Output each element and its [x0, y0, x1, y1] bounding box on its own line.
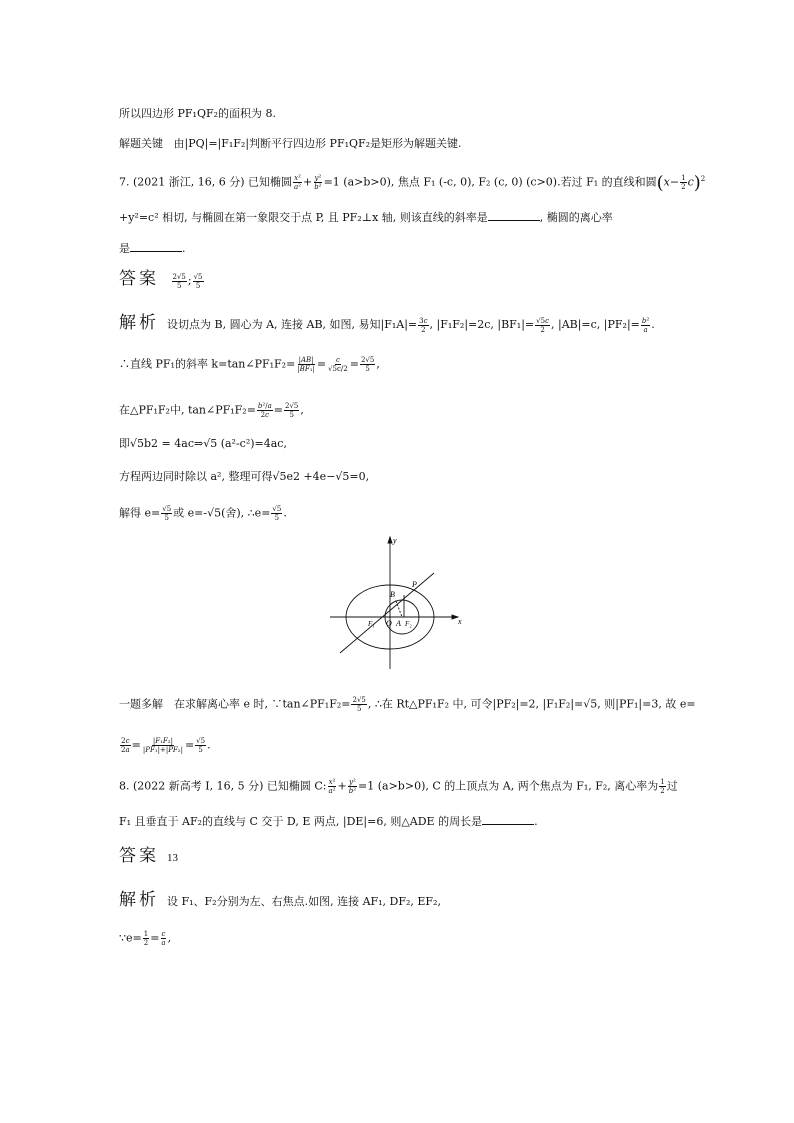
analysis-8-line1: 解析 设 F₁、F₂分别为左、右焦点.如图, 连接 AF₁, DF₂, EF₂,: [119, 890, 441, 910]
fig-label-a: A: [396, 619, 401, 628]
fig-label-f1: F₁: [368, 620, 375, 628]
analysis-7-line5: 方程两边同时除以 a², 整理可得√5e2 +4e−√5=0,: [119, 470, 370, 483]
fig-label-y: y: [393, 536, 397, 545]
answer-blank[interactable]: [488, 210, 540, 221]
analysis-8-line2: ∵e= $\frac{1}{2}$ = $\frac{c}{a}$ ,: [119, 930, 172, 947]
answer-8: 答案 13: [119, 846, 178, 866]
q7-line1: 7. (2021 浙江, 16, 6 分) 已知椭圆 $\frac{\text{x²}}{\text{a²}}$ + $\frac{\text{y²}}{\text{b²}}$ =1 (a>b>0), 焦点 F₁ (-c, 0), F₂ (c, 0) (c>0).若过 F₁ 的直线和圆(x− $\frac{1}{2}$ c)$^2$: [119, 172, 706, 194]
fig-label-f2: F₂: [405, 620, 412, 628]
alt-solution-line1: 一题多解 在求解离心率 e 时, ∵tan∠PF₁F₂= $\frac{2√5}{5}$ , ∴在 Rt△PF₁F₂ 中, 可令|PF₂|=2, |F₁F₂|=√5, 则|PF₁|=3, 故 e=: [119, 696, 696, 713]
fig-label-p: P: [412, 580, 417, 589]
q7-line3: 是 .: [119, 242, 186, 255]
alt-solution-line2: $\frac{2c}{2a}$ = $\frac{\text{|F₁F₂|}}{\text{|PF₁|+|PF₂|}}$ = $\frac{√5}{5}$ .: [121, 737, 211, 754]
line-area: 所以四边形 PF₁QF₂的面积为 8.: [119, 107, 276, 120]
line-key: 解题关键 由|PQ|=|F₁F₂|判断平行四边形 PF₁QF₂是矩形为解题关键.: [119, 137, 462, 150]
analysis-7-line6: 解得 e= $\frac{√5}{5}$ 或 e=-√5(舍), ∴e= $\frac{√5}{5}$ .: [119, 505, 287, 522]
answer-blank[interactable]: [130, 241, 182, 252]
q8-line1: 8. (2022 新高考 Ⅰ, 16, 5 分) 已知椭圆 C: $\frac{\text{x²}}{\text{a²}}$ + $\frac{\text{y²}}{\text{b²}}$ =1 (a>b>0), C 的上顶点为 A, 两个焦点为 F₁, F₂, 离心率为 $\frac{1}{2}$ 过: [119, 778, 678, 795]
q7-line2: +y²=c² 相切, 与椭圆在第一象限交于点 P, 且 PF₂⊥x 轴, 则该直线的斜率是 , 椭圆的离心率: [119, 211, 613, 224]
ellipse-figure: [330, 533, 470, 673]
fig-label-x: x: [458, 617, 462, 626]
fig-label-o: O: [386, 619, 392, 628]
analysis-7-line3: 在△PF₁F₂中, tan∠PF₁F₂= $\frac{\text{b²/a}}{2c}$ = $\frac{2√5}{5}$ ,: [119, 402, 304, 419]
analysis-7-line1: 解析 设切点为 B, 圆心为 A, 连接 AB, 如图, 易知|F₁A|= $\frac{3c}{2}$ , |F₁F₂|=2c, |BF₁|= $\frac{√5c}{2}$ , |AB|=c, |PF₂|= $\frac{\text{b²}}{a}$ .: [119, 313, 655, 334]
fig-label-b: B: [390, 590, 395, 599]
analysis-7-line4: 即√5b2 = 4ac⇒√5 (a²-c²)=4ac,: [119, 437, 287, 450]
q8-line2: F₁ 且垂直于 AF₂的直线与 C 交于 D, E 两点, |DE|=6, 则△ADE 的周长是 .: [119, 815, 538, 828]
answer-7: 答案 $\frac{2√5}{5}$ ; $\frac{√5}{5}$: [119, 269, 203, 290]
answer-blank[interactable]: [482, 814, 534, 825]
analysis-7-line2: ∴直线 PF₁的斜率 k=tan∠PF₁F₂= $\frac{|AB|}{\text{|BF₁|}}$ = $\frac{c}{√5c/2}$ = $\frac{2√5}{5}$ ,: [119, 356, 380, 373]
